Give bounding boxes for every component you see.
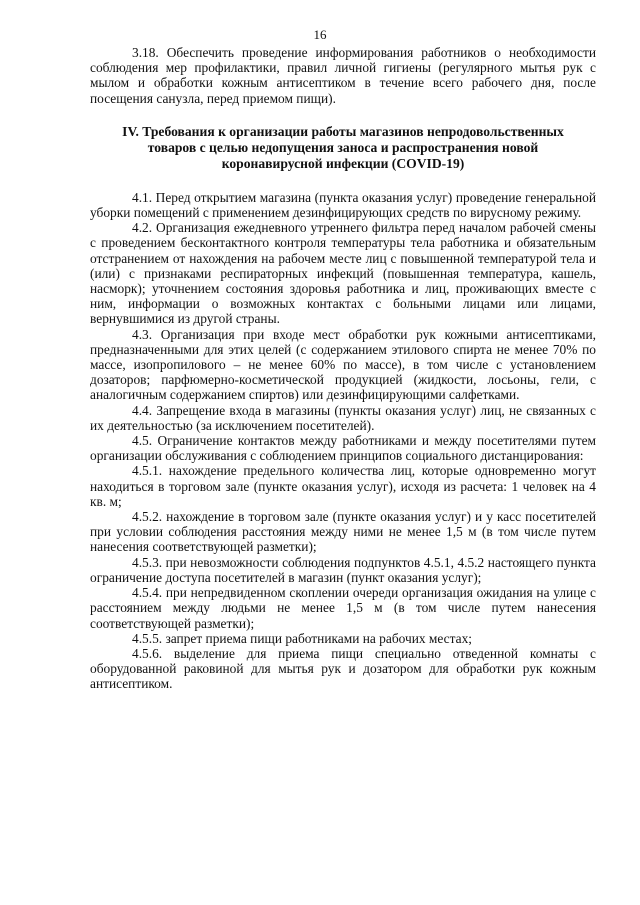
paragraph-4-5-4: 4.5.4. при непредвиденном скоплении очереди организация ожидания на улице с расстоянием между людьми не менее 1,5 м (в том числе путем нанесения соответствующей разметки); bbox=[90, 585, 596, 631]
paragraph-3-18: 3.18. Обеспечить проведение информирования работников о необходимости соблюдения мер профилактики, правил личной гигиены (регулярного мытья рук с мылом и обработки кожным антисептиком в течение всего рабочего дня, после посещения санузла, перед приемом пищи). bbox=[90, 45, 596, 106]
paragraph-4-5-5: 4.5.5. запрет приема пищи работниками на рабочих местах; bbox=[132, 630, 472, 646]
paragraph-4-5-3: 4.5.3. при невозможности соблюдения подпунктов 4.5.1, 4.5.2 настоящего пункта ограничение доступа посетителей в магазин (пункт оказания услуг); bbox=[90, 554, 596, 585]
document-body bbox=[90, 45, 596, 692]
section-heading-line-2: товаров с целью недопущения заноса и распространения новой bbox=[147, 139, 539, 155]
paragraph-4-5-2: 4.5.2. нахождение в торговом зале (пункте оказания услуг) и у касс посетителей при условии соблюдения расстояния между ними не менее 1,5 м (в том числе путем нанесения соответствующей разметки); bbox=[90, 509, 596, 555]
paragraph-4-2: 4.2. Организация ежедневного утреннего фильтра перед началом рабочей смены с проведением бесконтактного контроля температуры тела работника и обязательным отстранением от нахождения на рабочем месте лиц с повышенной температурой тела и (или) с признаками респираторных инфекций (повышенная температура, кашель, насморк); уточнением состояния здоровья работника и лиц, проживающих вместе с ним, информации о возможных контактах с больными лицами или лицами, вернувшимися из другой страны. bbox=[90, 220, 596, 327]
section-heading bbox=[90, 124, 596, 172]
paragraph-4-5: 4.5. Ограничение контактов между работниками и между посетителями путем организации обслуживания с соблюдением принципов социального дистанцирования: bbox=[90, 433, 596, 464]
paragraph-4-1: 4.1. Перед открытием магазина (пункта оказания услуг) проведение генеральной уборки помещений с применением дезинфицирующих средств по вирусному режиму. bbox=[90, 189, 596, 221]
section-heading-line-1: IV. Требования к организации работы магазинов непродовольственных bbox=[122, 123, 564, 139]
section-heading-line-3: коронавирусной инфекции (COVID-19) bbox=[221, 155, 465, 171]
page-number: 16 bbox=[313, 27, 327, 42]
paragraph-4-5-1: 4.5.1. нахождение предельного количества лиц, которые одновременно могут находиться в торговом зале (пункте оказания услуг), исходя из расчета: 1 человек на 4 кв. м; bbox=[90, 463, 596, 509]
paragraph-4-4: 4.4. Запрещение входа в магазины (пункты оказания услуг) лиц, не связанных с их деятельностью (за исключением посетителей). bbox=[90, 402, 596, 433]
paragraph-4-3: 4.3. Организация при входе мест обработки рук кожными антисептиками, предназначенными для этих целей (с содержанием этилового спирта не менее 70% по массе, изопропилового – не менее 60% по массе), в том числе с установлением дозаторов; парфюмерно-косметической продукцией (жидкости, лосьоны, гели, с аналогичным содержанием спиртов) или дезинфицирующими салфетками. bbox=[90, 326, 596, 403]
paragraph-4-5-6: 4.5.6. выделение для приема пищи специально отведенной комнаты с оборудованной раковиной для мытья рук и дозатором для обработки рук кожным антисептиком. bbox=[90, 645, 596, 692]
